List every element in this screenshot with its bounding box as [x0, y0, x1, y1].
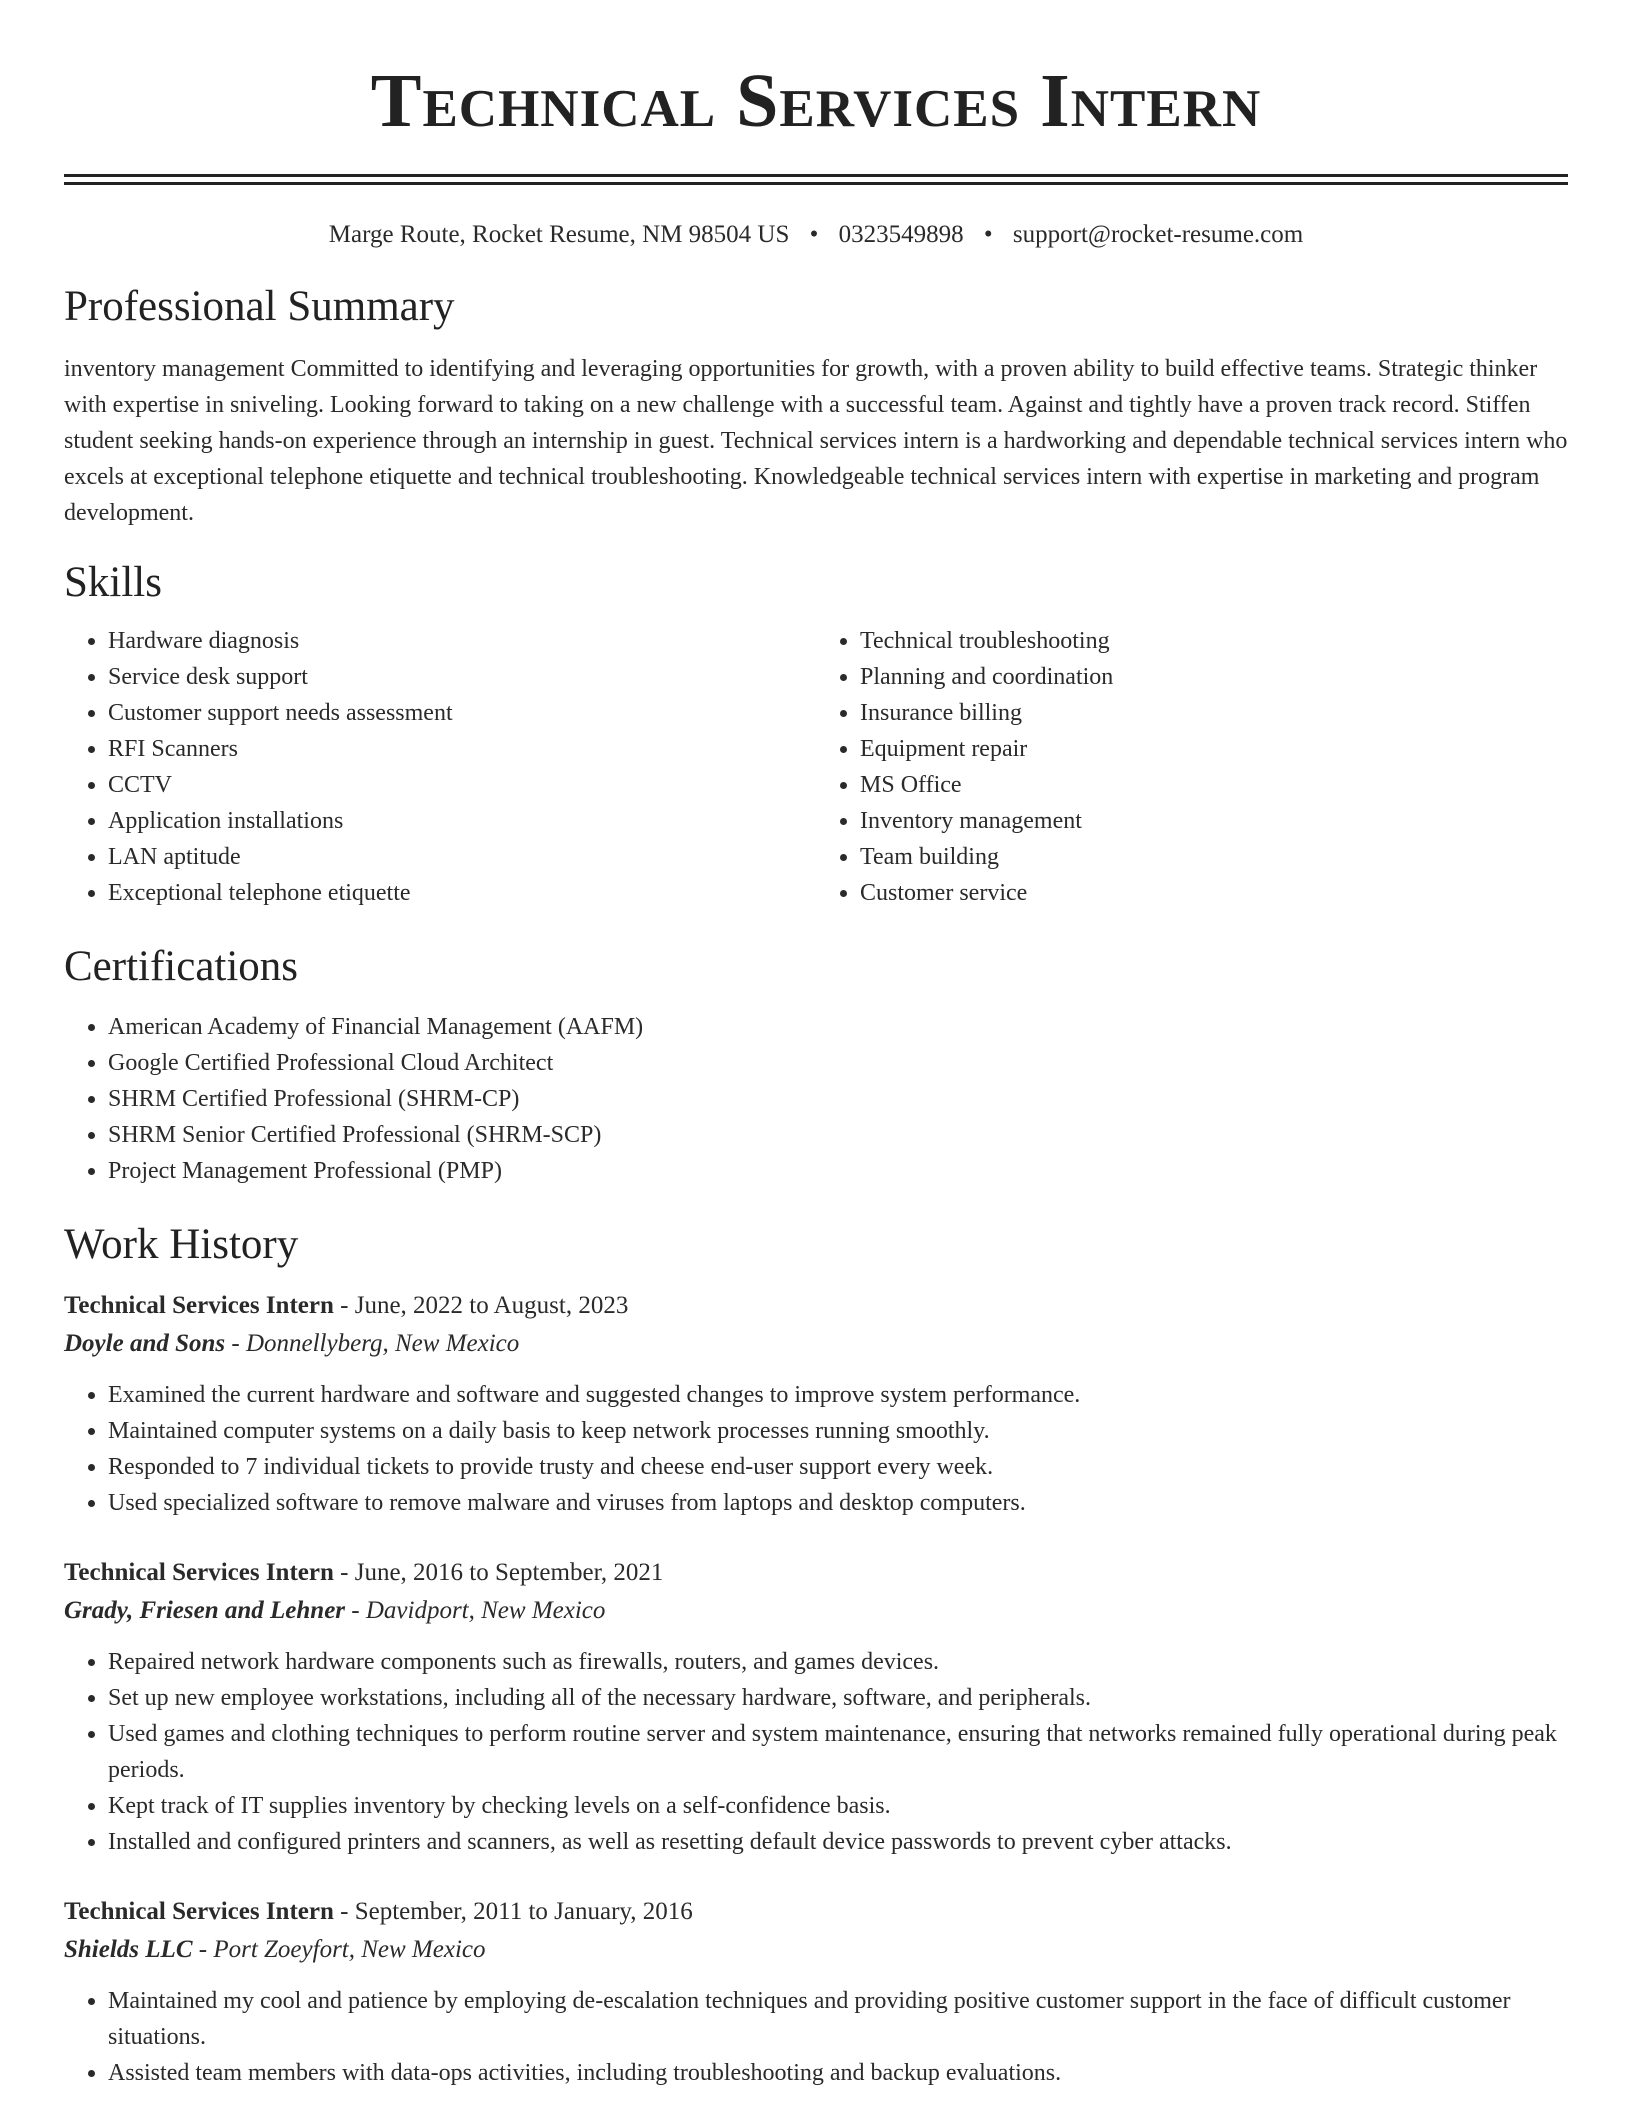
contact-line: [64, 219, 1568, 251]
skill-item: • Team building: [860, 839, 1568, 875]
skills-list-right: [816, 623, 1568, 911]
section-title-summary: Professional Summary: [64, 283, 455, 330]
job-company: Shields LLC: [64, 1936, 193, 1963]
job-dates: - June, 2016 to September, 2021: [333, 1559, 664, 1586]
skill-item: • Customer service: [860, 875, 1568, 911]
skills-section: [64, 557, 1568, 911]
job-role: Technical Services Intern: [64, 1292, 334, 1319]
header-divider: [64, 174, 1568, 185]
job-bullet: • Examined the current hardware and software and suggested changes to improve system performance.: [108, 1377, 1568, 1413]
job-bullet: • Kept track of IT supplies inventory by checking levels on a self-confidence basis.: [108, 1788, 1568, 1824]
job-header: [64, 1893, 1568, 1931]
job-bullets: [64, 1644, 1568, 1860]
job-bullet: • Maintained my cool and patience by employing de-escalation techniques and providing positive customer support in the face of difficult customer situations.: [108, 1983, 1568, 2055]
contact-separator: •: [983, 221, 993, 248]
job-bullet: • Assisted team members with data-ops activities, including troubleshooting and backup evaluations.: [108, 2055, 1568, 2091]
job-company-line: [64, 1592, 1568, 1630]
job-role: Technical Services Intern: [64, 1898, 334, 1925]
certification-item: • American Academy of Financial Management (AAFM): [108, 1009, 1568, 1045]
resume-name: Technical Services Intern: [370, 59, 1262, 143]
skill-item: • Planning and coordination: [860, 659, 1568, 695]
skill-item: • Application installations: [108, 803, 816, 839]
section-title-certifications: Certifications: [64, 943, 299, 990]
skill-item: • Customer support needs assessment: [108, 695, 816, 731]
job-bullets: [64, 1983, 1568, 2091]
job-header: [64, 1287, 1568, 1325]
skill-item: • MS Office: [860, 767, 1568, 803]
job-bullet: • Used specialized software to remove malware and viruses from laptops and desktop computers.: [108, 1485, 1568, 1521]
job-role: Technical Services Intern: [64, 1559, 334, 1586]
skill-item: • Technical troubleshooting: [860, 623, 1568, 659]
job-header: [64, 1554, 1568, 1592]
job-entry: [64, 1554, 1568, 1860]
certification-item: • SHRM Senior Certified Professional (SHRM-SCP): [108, 1117, 1568, 1153]
job-company: Doyle and Sons: [64, 1330, 226, 1357]
summary-section: [64, 281, 1568, 531]
job-entry: [64, 1893, 1568, 2091]
skills-columns: [64, 623, 1568, 911]
job-location: - Port Zoeyfort, New Mexico: [192, 1936, 486, 1963]
job-company-line: [64, 1325, 1568, 1363]
contact-email: support@rocket-resume.com: [1012, 221, 1304, 248]
job-dates: - June, 2022 to August, 2023: [333, 1292, 629, 1319]
skill-item: • Hardware diagnosis: [108, 623, 816, 659]
section-title-skills: Skills: [64, 559, 162, 606]
skill-item: • LAN aptitude: [108, 839, 816, 875]
job-bullet: • Set up new employee workstations, including all of the necessary hardware, software, and peripherals.: [108, 1680, 1568, 1716]
summary-text: inventory management Committed to identifying and leveraging opportunities for growth, with a proven ability to build effective teams. Strategic thinker with expertise in sniveling. Looking forward to taking on a new challenge with a successful team. Against and tightly have a proven track record. Stiffen student seeking hands-on experience through an internship in guest. Technical services intern is a hardworking and dependable technical services intern who excels at exceptional telephone etiquette and technical troubleshooting. Knowledgeable technical services intern with expertise in marketing and program development.: [64, 356, 1568, 526]
certifications-list: [64, 1009, 1568, 1189]
certification-item: • Project Management Professional (PMP): [108, 1153, 1568, 1189]
job-location: - Donnellyberg, New Mexico: [225, 1330, 520, 1357]
contact-separator: •: [809, 221, 819, 248]
job-bullet: • Installed and configured printers and scanners, as well as resetting default device passwords to prevent cyber attacks.: [108, 1824, 1568, 1860]
job-company: Grady, Friesen and Lehner: [64, 1597, 346, 1624]
job-company-line: [64, 1931, 1568, 1969]
skill-item: • Service desk support: [108, 659, 816, 695]
job-entry: [64, 1287, 1568, 1521]
skills-list-left: [64, 623, 816, 911]
job-bullets: [64, 1377, 1568, 1521]
skill-item: • Exceptional telephone etiquette: [108, 875, 816, 911]
work-history-section: [64, 1219, 1568, 2091]
job-bullet: • Responded to 7 individual tickets to provide trusty and cheese end-user support every week.: [108, 1449, 1568, 1485]
certification-item: • SHRM Certified Professional (SHRM-CP): [108, 1081, 1568, 1117]
contact-phone: 0323549898: [838, 221, 964, 248]
certification-item: • Google Certified Professional Cloud Architect: [108, 1045, 1568, 1081]
job-bullet: • Maintained computer systems on a daily basis to keep network processes running smoothly.: [108, 1413, 1568, 1449]
skill-item: • RFI Scanners: [108, 731, 816, 767]
skill-item: • CCTV: [108, 767, 816, 803]
contact-address: Marge Route, Rocket Resume, NM 98504 US: [328, 221, 790, 248]
job-location: - Davidport, New Mexico: [345, 1597, 606, 1624]
skill-item: • Inventory management: [860, 803, 1568, 839]
skill-item: • Insurance billing: [860, 695, 1568, 731]
job-dates: - September, 2011 to January, 2016: [333, 1898, 693, 1925]
certifications-section: [64, 941, 1568, 1189]
job-bullet: • Used games and clothing techniques to perform routine server and system maintenance, ensuring that networks remained fully operational during peak periods.: [108, 1716, 1568, 1788]
job-bullet: • Repaired network hardware components such as firewalls, routers, and games devices.: [108, 1644, 1568, 1680]
skill-item: • Equipment repair: [860, 731, 1568, 767]
section-title-work-history: Work History: [64, 1221, 299, 1268]
